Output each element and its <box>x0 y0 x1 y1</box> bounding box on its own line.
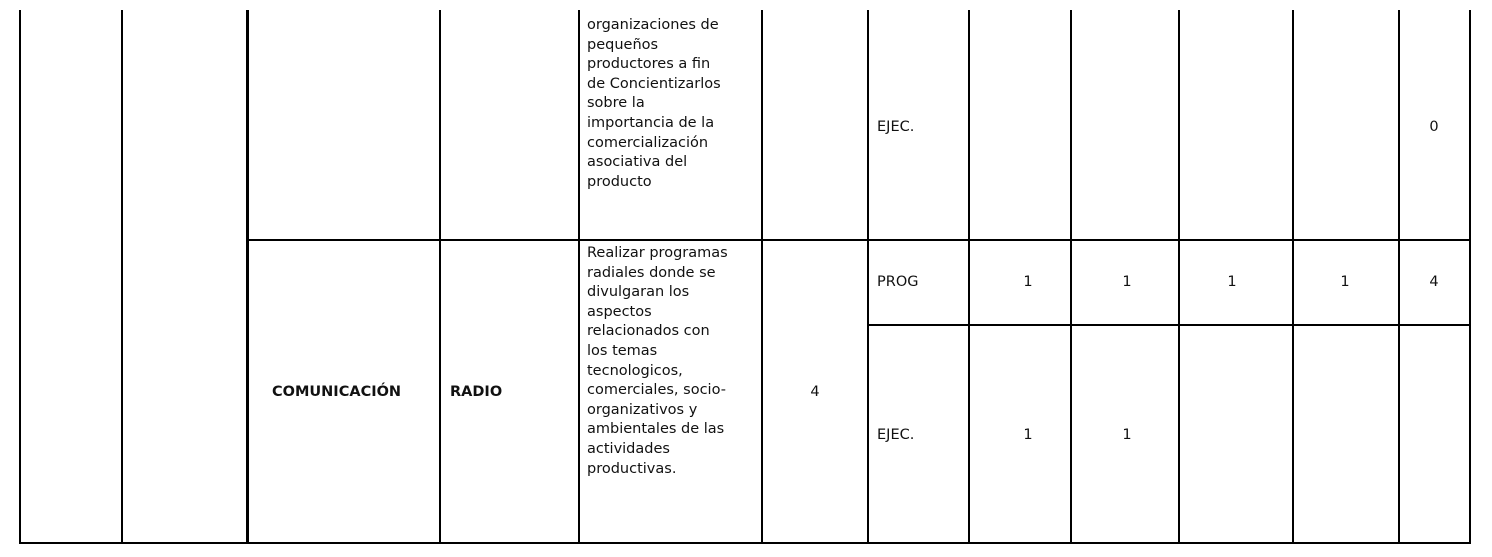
row1-desc-line: sobre la <box>587 95 645 112</box>
prog-value: 1 <box>1023 274 1033 290</box>
row1-desc-line: asociativa del <box>587 154 688 171</box>
row1-desc-line: producto <box>587 173 652 190</box>
col-line-10 <box>1292 10 1294 544</box>
col-line-5 <box>761 10 763 544</box>
prog-value: 1 <box>1340 274 1350 290</box>
row1-desc-line: organizaciones de <box>587 17 719 33</box>
row2-desc-line: tecnologicos, <box>587 362 683 379</box>
row2-desc-line: actividades <box>587 440 670 457</box>
col-line-4 <box>578 10 580 544</box>
row1-desc-line: de Concientizarlos <box>587 75 721 92</box>
row2-desc-line: Realizar programas <box>587 245 728 261</box>
row1-description <box>587 16 757 192</box>
col-line-2 <box>246 10 249 544</box>
row2-desc-line: los temas <box>587 342 658 359</box>
col-line-6 <box>867 10 869 544</box>
row2-desc-line: aspectos <box>587 303 652 320</box>
col-line-11 <box>1398 10 1400 544</box>
row-line-mid <box>246 239 1471 241</box>
row2-goal: 4 <box>810 384 820 400</box>
col-line-3 <box>439 10 441 544</box>
row-line-sub <box>867 324 1471 326</box>
row1-desc-line: pequeños <box>587 36 659 53</box>
row2-desc-line: organizativos y <box>587 401 698 418</box>
col-line-0 <box>19 10 21 544</box>
col-line-12 <box>1469 10 1471 544</box>
prog-value: 1 <box>1227 274 1237 290</box>
row2-desc-line: ambientales de las <box>587 421 725 438</box>
col-line-1 <box>121 10 123 544</box>
row1-desc-line: productores a fin <box>587 56 711 73</box>
row1-total: 0 <box>1429 119 1439 135</box>
row2-desc-line: relacionados con <box>587 323 710 340</box>
row2-description <box>587 244 757 479</box>
row2-desc-line: comerciales, socio- <box>587 382 726 399</box>
col-line-8 <box>1070 10 1072 544</box>
col-line-7 <box>968 10 970 544</box>
row1-type: EJEC. <box>877 119 915 135</box>
row2-desc-line: radiales donde se <box>587 264 716 281</box>
col-line-9 <box>1178 10 1180 544</box>
row2-activity: RADIO <box>450 384 503 400</box>
row1-desc-line: comercialización <box>587 134 709 151</box>
row2-desc-line: productivas. <box>587 460 677 477</box>
row1-desc-line: importancia de la <box>587 114 715 131</box>
prog-total: 4 <box>1429 274 1439 290</box>
ejec-value: 1 <box>1122 427 1132 443</box>
ejec-value: 1 <box>1023 427 1033 443</box>
prog-value: 1 <box>1122 274 1132 290</box>
ejec-label: EJEC. <box>877 427 915 443</box>
prog-label: PROG <box>877 274 919 290</box>
row2-desc-line: divulgaran los <box>587 284 690 301</box>
row2-area: COMUNICACIÓN <box>272 384 402 400</box>
row-line-bottom <box>19 542 1471 544</box>
